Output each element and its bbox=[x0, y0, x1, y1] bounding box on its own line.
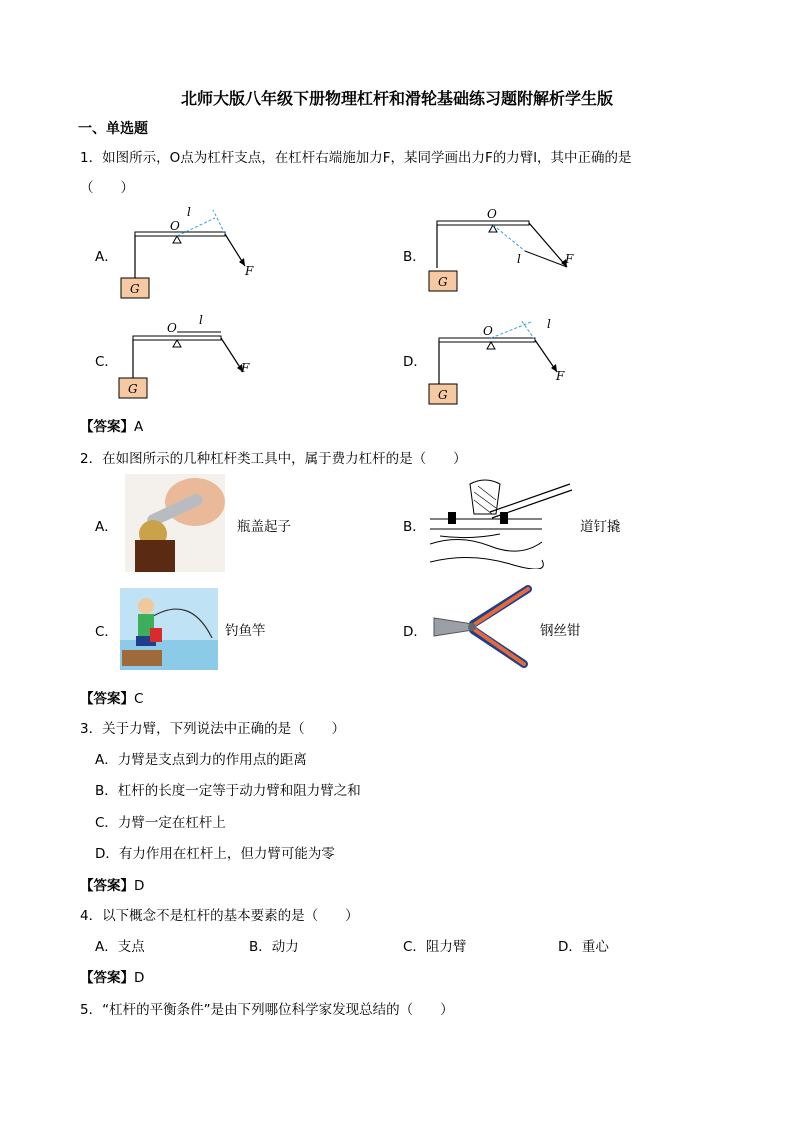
q4-option-c: C．阻力臂 bbox=[403, 939, 467, 955]
q1-figure-d bbox=[425, 310, 585, 410]
q1c-f-label: F bbox=[241, 361, 250, 375]
q1-answer-value: A bbox=[134, 419, 144, 435]
q2-text: 2．在如图所示的几种杠杆类工具中，属于费力杠杆的是（ ） bbox=[80, 451, 467, 467]
q1d-f-label: F bbox=[556, 369, 565, 383]
pliers-image bbox=[428, 584, 533, 672]
q1b-o-label: O bbox=[487, 207, 497, 221]
q1-figure-a bbox=[115, 200, 275, 305]
q3-option-d: D．有力作用在杠杆上，但力臂可能为零 bbox=[95, 846, 335, 862]
q2-option-c-letter: C． bbox=[95, 624, 118, 640]
q3-text: 3．关于力臂，下列说法中正确的是（ ） bbox=[80, 721, 346, 737]
q4-option-a: A．支点 bbox=[95, 939, 145, 955]
q4-answer-label: 【答案】 bbox=[80, 970, 134, 986]
q3-option-a: A．力臂是支点到力的作用点的距离 bbox=[95, 752, 307, 768]
q1c-l-label: l bbox=[199, 313, 203, 327]
q2-option-b-label: 道钉撬 bbox=[580, 519, 621, 535]
q1-option-b-letter: B． bbox=[403, 249, 426, 265]
q4-text: 4．以下概念不是杠杆的基本要素的是（ ） bbox=[80, 908, 359, 924]
q2-option-a-letter: A． bbox=[95, 519, 118, 535]
q1-answer-label: 【答案】 bbox=[80, 419, 134, 435]
q5-text: 5．“杠杆的平衡条件”是由下列哪位科学家发现总结的（ ） bbox=[80, 1002, 454, 1018]
q1c-o-label: O bbox=[167, 321, 177, 335]
rail-spike-crowbar-image bbox=[430, 474, 575, 569]
q4-answer bbox=[80, 966, 144, 986]
bottle-opener-image bbox=[125, 474, 225, 572]
q1d-l-label: l bbox=[547, 317, 551, 331]
q1a-o-label: O bbox=[170, 219, 180, 233]
q2-option-d-label: 钢丝钳 bbox=[540, 623, 581, 639]
q2-answer bbox=[80, 687, 143, 707]
q1c-g-label: G bbox=[128, 382, 138, 396]
q3-answer bbox=[80, 874, 144, 894]
q4-option-b: B．动力 bbox=[249, 939, 299, 955]
q1d-g-label: G bbox=[438, 388, 448, 402]
q1a-g-label: G bbox=[130, 282, 140, 296]
q2-option-c-label: 钓鱼竿 bbox=[225, 623, 266, 639]
page-title: 北师大版八年级下册物理杠杆和滑轮基础练习题附解析学生版 bbox=[180, 89, 613, 108]
q1-figure-c bbox=[115, 310, 265, 405]
q1-answer bbox=[80, 415, 143, 435]
q2-option-d-letter: D． bbox=[403, 624, 427, 640]
fishing-rod-image bbox=[120, 588, 218, 670]
q1-figure-b bbox=[425, 205, 585, 300]
q1a-l-label: l bbox=[187, 205, 191, 219]
q3-option-b: B．杠杆的长度一定等于动力臂和阻力臂之和 bbox=[95, 783, 361, 799]
q3-answer-label: 【答案】 bbox=[80, 878, 134, 894]
q1-option-c-letter: C． bbox=[95, 354, 118, 370]
q4-answer-value: D bbox=[134, 970, 145, 986]
q3-answer-value: D bbox=[134, 878, 145, 894]
q1a-f-label: F bbox=[245, 264, 254, 278]
q1-option-d-letter: D． bbox=[403, 354, 427, 370]
q2-option-b-letter: B． bbox=[403, 519, 426, 535]
q2-option-a-label: 瓶盖起子 bbox=[237, 519, 291, 535]
q1-text: 1．如图所示，O点为杠杆支点，在杠杆右端施加力F，某同学画出力F的力臂l，其中正确的是 bbox=[80, 150, 632, 166]
q1-paren: （ ） bbox=[80, 180, 134, 196]
q1b-g-label: G bbox=[438, 275, 448, 289]
q1d-o-label: O bbox=[483, 324, 493, 338]
q2-answer-label: 【答案】 bbox=[80, 691, 134, 707]
q3-option-c: C．力臂一定在杠杆上 bbox=[95, 815, 226, 831]
q1b-l-label: l bbox=[517, 252, 521, 266]
section-heading: 一、单选题 bbox=[78, 121, 148, 137]
q2-answer-value: C bbox=[134, 691, 144, 707]
q4-option-d: D．重心 bbox=[558, 939, 609, 955]
q1b-f-label: F bbox=[565, 252, 574, 266]
q1-option-a-letter: A． bbox=[95, 249, 118, 265]
